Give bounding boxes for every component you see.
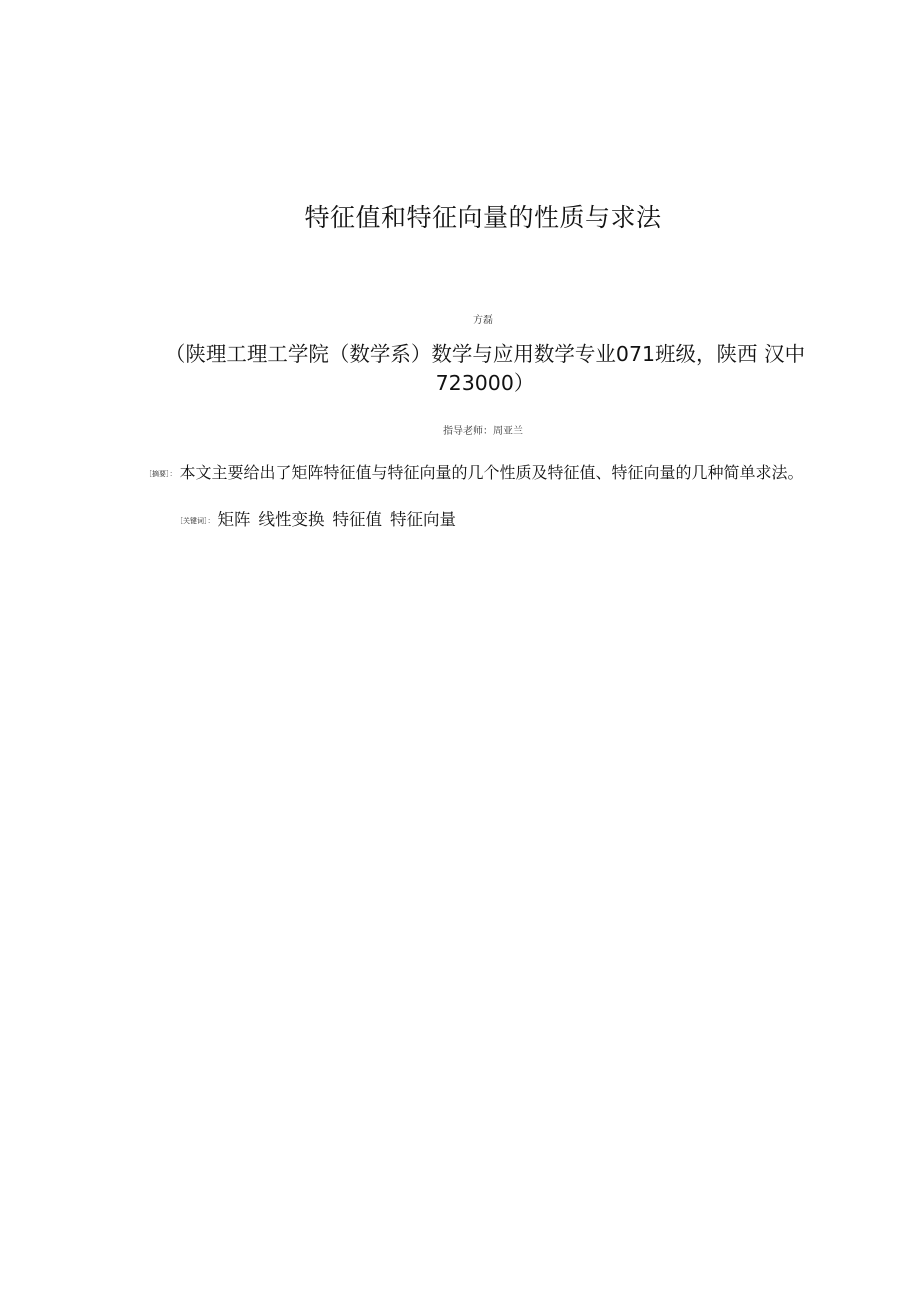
author-name: 方磊	[473, 315, 493, 326]
keywords-label: ［关键词］：	[176, 517, 215, 525]
advisor-line: 指导老师：周亚兰	[443, 426, 523, 437]
keyword-item: 特征值	[332, 510, 382, 529]
abstract-label: ［摘要］：	[145, 470, 177, 478]
author-affiliation: （陕理工理工学院（数学系）数学与应用数学专业071班级，陕西 汉中 723000）	[164, 342, 806, 395]
paper-title: 特征值和特征向量的性质与求法	[304, 203, 662, 232]
keyword-item: 矩阵	[217, 510, 251, 529]
keyword-item: 线性变换	[258, 510, 325, 529]
abstract-text: 本文主要给出了矩阵特征值与特征向量的几个性质及特征值、特征向量的几种简单求法。	[179, 463, 804, 482]
abstract	[145, 460, 885, 483]
keyword-item: 特征向量	[390, 510, 456, 529]
keywords	[176, 506, 776, 530]
